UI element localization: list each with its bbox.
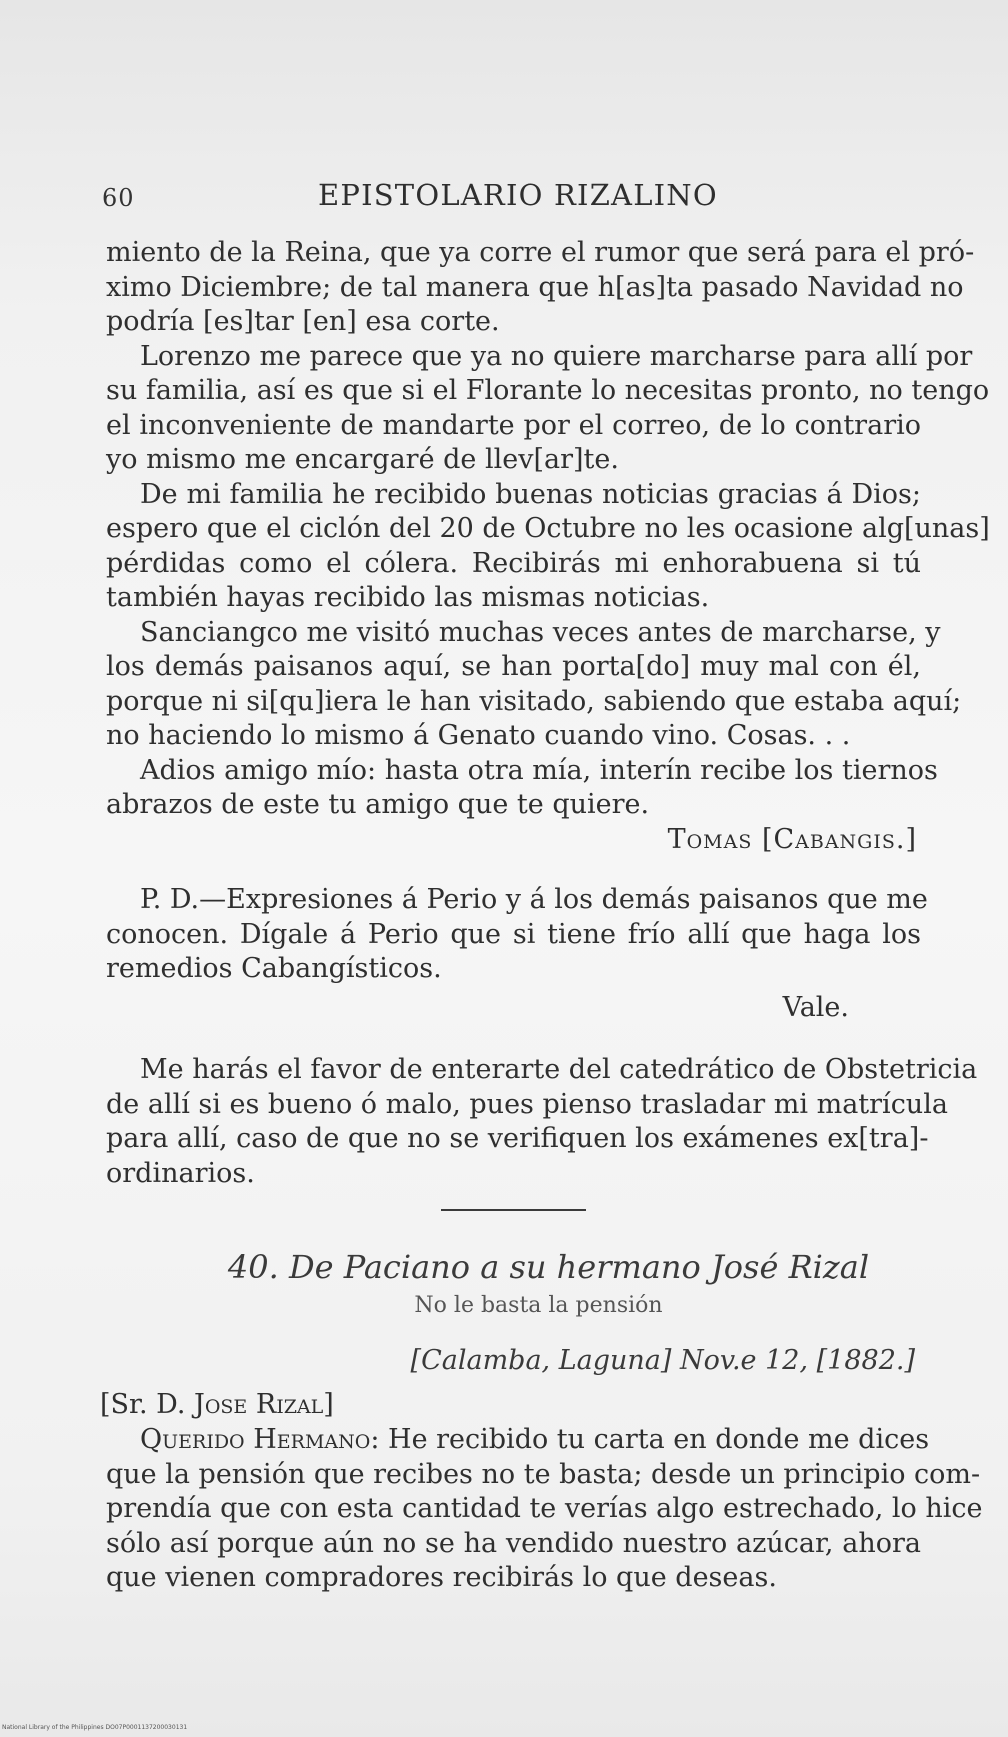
text-line: pérdidas como el cólera. Recibirás mi enhorabuena si tú xyxy=(106,547,921,579)
text-line: abrazos de este tu amigo que te quiere. xyxy=(106,789,650,820)
text-line: porque ni si[qu]iera le han visitado, sabiendo que estaba aquí; xyxy=(106,685,962,717)
text-line: P. D.—Expresiones á Perio y á los demás paisanos que me xyxy=(140,884,928,915)
text-line: Lorenzo me parece que ya no quiere marcharse para allí por xyxy=(140,340,973,372)
postscript xyxy=(106,883,928,1025)
body-text xyxy=(100,236,990,1596)
scan-credit: National Library of the Philippines DO07P0001137200030131 xyxy=(2,1724,188,1731)
text-line: miento de la Reina, que ya corre el rumor que será para el pró- xyxy=(106,237,975,268)
text-line: que vienen compradores recibirás lo que deseas. xyxy=(106,1562,777,1593)
salutation-line-rest: He recibido tu carta en donde me dices xyxy=(379,1424,930,1455)
additional-note xyxy=(106,1053,978,1191)
text-line: De mi familia he recibido buenas noticias gracias á Dios; xyxy=(140,478,921,510)
dateline-place: [Calamba, Laguna] xyxy=(410,1345,672,1376)
addressee-prefix: [Sr. D. xyxy=(100,1389,186,1420)
text-line: espero que el ciclón del 20 de Octubre no les ocasione alg[unas] xyxy=(106,513,990,544)
letter-dateline xyxy=(106,1343,921,1379)
letter-continuation xyxy=(106,236,990,857)
text-line: que la pensión que recibes no te basta; desde un principio com- xyxy=(106,1458,981,1490)
signature-surname: Cabangis xyxy=(773,823,896,855)
vale-closing: Vale. xyxy=(782,991,849,1023)
letter-addressee xyxy=(100,1387,921,1423)
text-line: sólo así porque aún no se ha vendido nuestro azúcar, ahora xyxy=(106,1527,921,1559)
salutation-colon: : xyxy=(370,1424,380,1455)
text-line: también hayas recibido las mismas noticias. xyxy=(106,582,710,613)
text-line: Me harás el favor de enterarte del catedrático de Obstetricia xyxy=(140,1054,978,1085)
text-line: los demás paisanos aquí, se han porta[do] muy mal con él, xyxy=(106,651,921,682)
text-line: no haciendo lo mismo á Genato cuando vino. Cosas. . . xyxy=(106,720,851,751)
text-line: Sanciangco me visitó muchas veces antes de marcharse, y xyxy=(140,616,941,648)
running-head: EPISTOLARIO RIZALINO xyxy=(318,178,718,212)
signature xyxy=(106,823,921,858)
letter-body xyxy=(106,1423,983,1596)
addressee-first: Jose xyxy=(194,1389,248,1420)
letter-title: 40. De Paciano a su hermano José Rizal xyxy=(227,1248,870,1286)
text-line: podría [es]tar [en] esa corte. xyxy=(106,306,500,337)
letter-subtitle: No le basta la pensión xyxy=(414,1293,663,1318)
salutation-line xyxy=(106,1423,930,1458)
text-line: para allí, caso de que no se verifiquen los exámenes ex[tra]- xyxy=(106,1123,929,1154)
text-line: ximo Diciembre; de tal manera que h[as]ta pasado Navidad no xyxy=(106,271,964,303)
addressee-last: Rizal xyxy=(255,1389,324,1420)
signature-bracket-close: .] xyxy=(895,823,917,855)
page-number: 60 xyxy=(102,184,135,212)
text-line: conocen. Dígale á Perio que si tiene frío allí que haga los xyxy=(106,918,921,950)
text-line: el inconveniente de mandarte por el correo, de lo contrario xyxy=(106,409,921,441)
text-line: remedios Cabangísticos. xyxy=(106,953,442,984)
page-header xyxy=(0,178,1008,218)
addressee-suffix: ] xyxy=(323,1389,334,1420)
signature-bracket-open: [ xyxy=(761,823,774,855)
text-line: su familia, así es que si el Florante lo necesitas pronto, no tengo xyxy=(106,375,990,406)
signature-name: Tomas xyxy=(667,823,753,855)
salutation: Querido Hermano xyxy=(140,1424,371,1455)
text-line: yo mismo me encargaré de llev[ar]te. xyxy=(106,444,619,475)
dateline-date: Nov.e 12, [1882.] xyxy=(680,1345,915,1376)
text-line: ordinarios. xyxy=(106,1157,255,1189)
text-line: prendía que con esta cantidad te verías algo estrechado, lo hice xyxy=(106,1493,983,1524)
text-line: Adios amigo mío: hasta otra mía, interín recibe los tiernos xyxy=(140,754,938,786)
text-line: de allí si es bueno ó malo, pues pienso trasladar mi matrícula xyxy=(106,1088,948,1120)
section-divider xyxy=(441,1209,586,1211)
